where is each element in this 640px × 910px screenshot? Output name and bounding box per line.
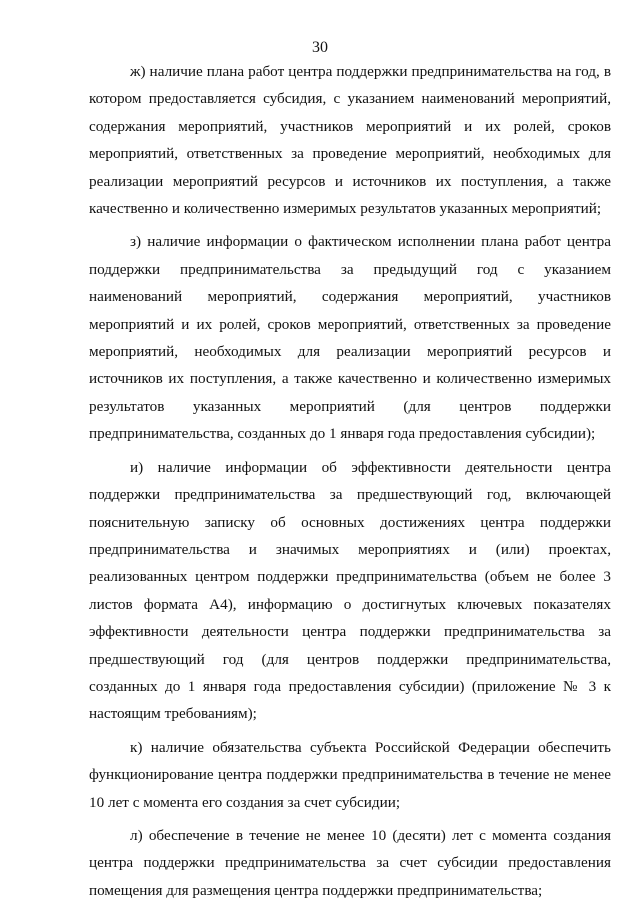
- page-number: 30: [312, 39, 328, 56]
- paragraph-k: к) наличие обязательства субъекта Российской Федерации обеспечить функционирование центра поддержки предпринимательства в течение не менее 10 лет с момента его создания за счет субсидии;: [89, 738, 611, 811]
- paragraph-zh: ж) наличие плана работ центра поддержки предпринимательства на год, в котором предоставляется субсидия, с указанием наименований мероприятий, содержания мероприятий, участников мероприятий и их ролей, сроков мероприятий, ответственных за проведение мероприятий, необходимых для реализации мероприятий ресурсов и источников их поступления, а также качественно и количественно измеримых результатов указанных мероприятий;: [89, 63, 611, 218]
- paragraph-i: и) наличие информации об эффективности деятельности центра поддержки предпринимательства за предшествующий год, включающей пояснительную записку об основных достижениях центра поддержки предпринимательства и значимых мероприятиях и (или) проектах, реализованных центром поддержки предпринимательства (объем не более 3 листов формата А4), информацию о достигнутых ключевых показателях эффективности деятельности центра поддержки предпринимательства за предшествующий год (для центров поддержки предпринимательства, созданных до 1 января года предоставления субсидии) (приложение № 3 к настоящим требованиям);: [89, 458, 611, 723]
- document-body: [89, 58, 611, 910]
- paragraph-l: л) обеспечение в течение не менее 10 (десяти) лет с момента создания центра поддержки предпринимательства за счет субсидии предоставления помещения для размещения центра поддержки предпринимательства;: [89, 826, 611, 899]
- paragraph-z: з) наличие информации о фактическом исполнении плана работ центра поддержки предпринимательства за предыдущий год с указанием наименований мероприятий, содержания мероприятий, участников мероприятий и их ролей, сроков мероприятий, ответственных за проведение мероприятий, необходимых для реализации мероприятий ресурсов и источников их поступления, а также качественно и количественно измеримых результатов указанных мероприятий (для центров поддержки предпринимательства, созданных до 1 января года предоставления субсидии);: [89, 233, 611, 443]
